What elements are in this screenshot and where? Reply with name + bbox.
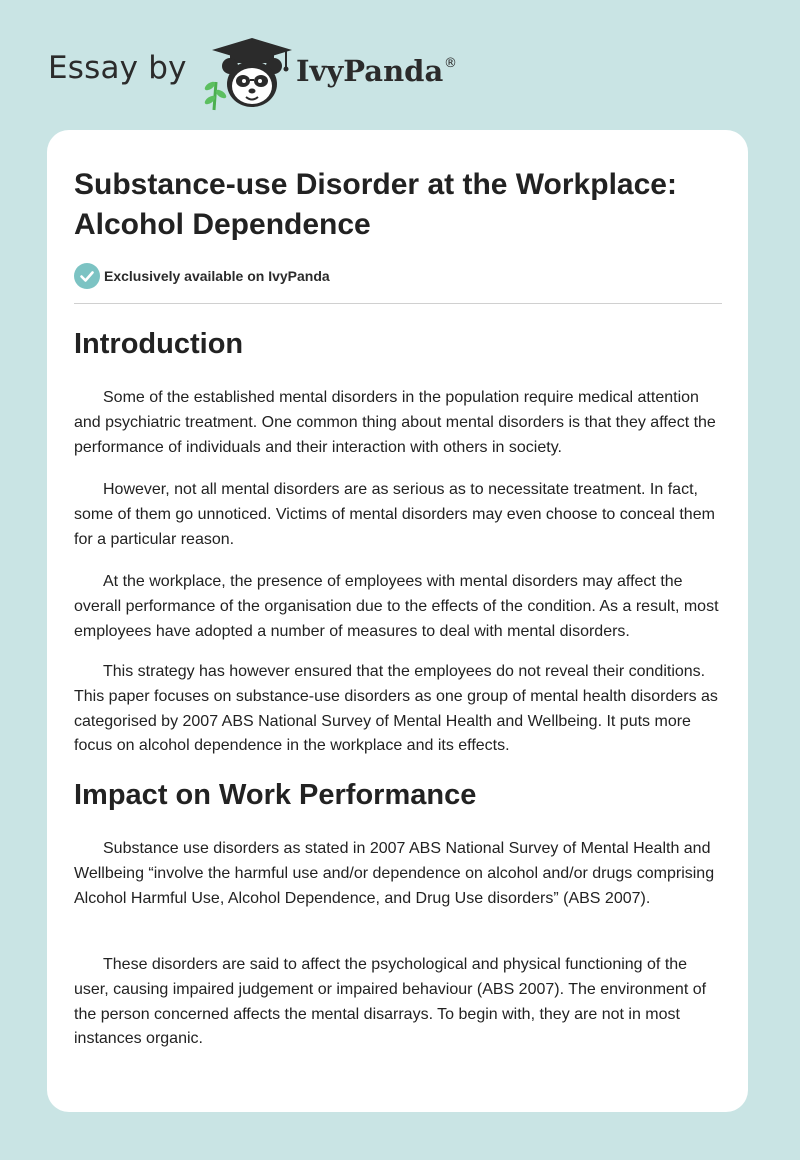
brand-name: IvyPanda: [296, 54, 444, 88]
paragraph: Substance use disorders as stated in 2007 ABS National Survey of Mental Health and Wellbeing “involve the harmful use and/or dependence on alcohol and/or drugs comprising Alcohol Harmful Use, Alcohol Dependence, and Drug Use disorders” (ABS 2007).: [74, 840, 715, 907]
divider: [74, 303, 722, 304]
check-circle-icon: [74, 263, 100, 289]
badge-text: Exclusively available on IvyPanda: [104, 268, 330, 284]
site-header: [0, 0, 800, 130]
paragraph: At the workplace, the presence of employees with mental disorders may affect the overall performance of the organisation due to the effects of the condition. As a result, most employees have adopted a number of measures to deal with mental disorders.: [74, 573, 719, 640]
essay-card: [47, 130, 748, 1112]
panda-graduate-logo-icon[interactable]: [200, 36, 296, 112]
section-heading-introduction: Introduction: [74, 328, 244, 360]
essay-title: Substance-use Disorder at the Workplace: Alcohol Dependence: [74, 168, 677, 241]
registered-mark: ®: [444, 56, 457, 71]
paragraph: This strategy has however ensured that the employees do not reveal their conditions. This paper focuses on substance-use disorders as one group of mental health disorders as categorised by 2007 ABS National Survey of Mental Health and Wellbeing. It puts more focus on alcohol dependence in the workplace and its effects.: [74, 663, 718, 755]
paragraph: However, not all mental disorders are as serious as to necessitate treatment. In fact, some of them go unnoticed. Victims of mental disorders may even choose to conceal them for a particular reason.: [74, 481, 715, 548]
section-heading-impact: Impact on Work Performance: [74, 779, 477, 811]
paragraph: Some of the established mental disorders in the population require medical attention and psychiatric treatment. One common thing about mental disorders is that they affect the performance of individuals and their interaction with others in society.: [74, 389, 716, 456]
paragraph: These disorders are said to affect the psychological and physical functioning of the user, causing impaired judgement or impaired behaviour (ABS 2007). The environment of the person concerned affects the mental disarrays. To begin with, they are not in most instances organic.: [74, 956, 707, 1048]
brand-prefix: Essay by: [48, 50, 187, 86]
exclusive-badge: [74, 263, 722, 289]
